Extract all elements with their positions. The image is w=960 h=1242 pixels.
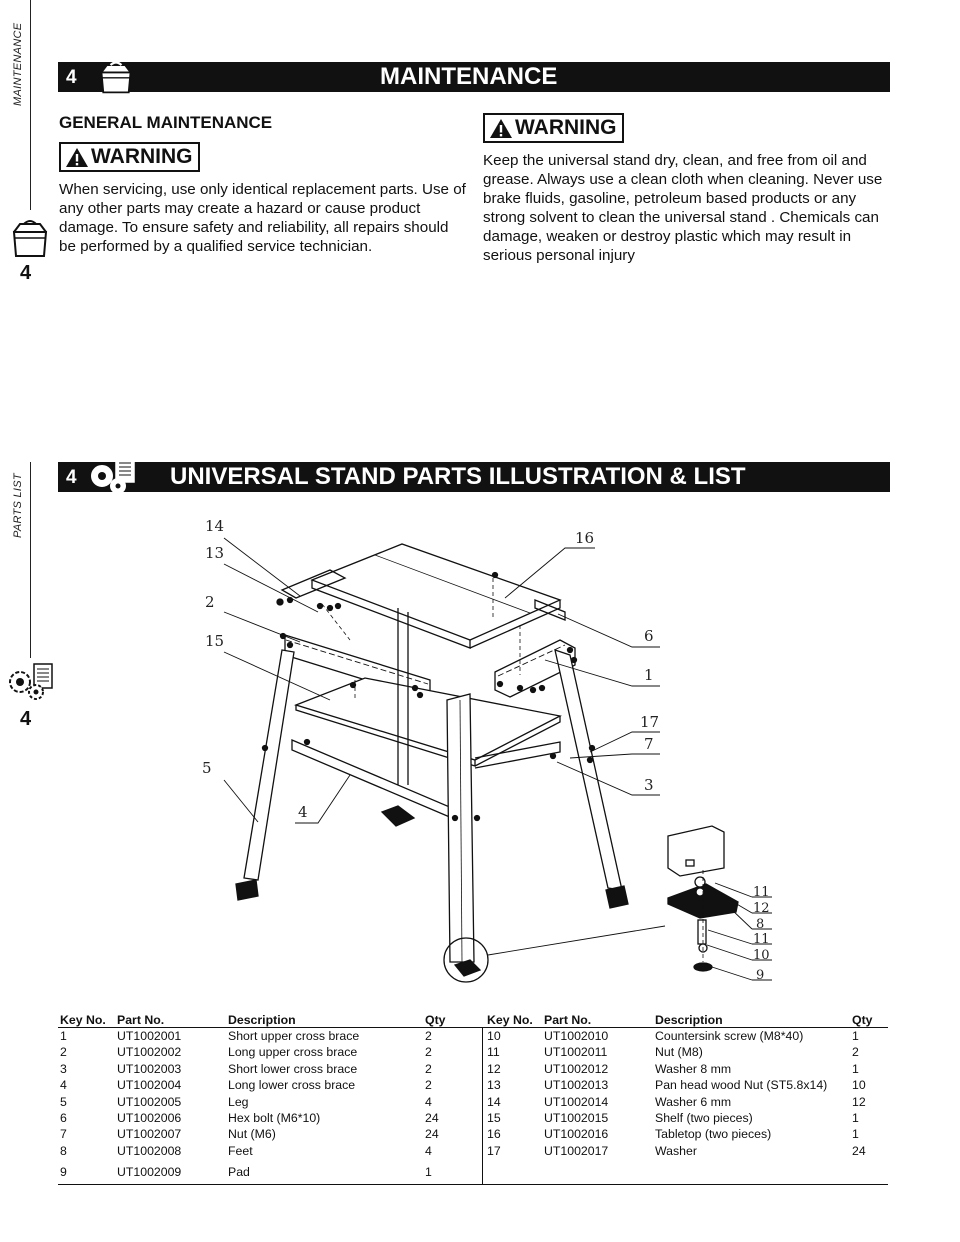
cell-qty: 2 bbox=[425, 1045, 432, 1060]
callout-8: 8 bbox=[756, 917, 765, 932]
callout-7: 7 bbox=[644, 735, 654, 753]
header-description: Description bbox=[655, 1013, 723, 1027]
cell-key: 15 bbox=[487, 1110, 501, 1125]
cell-key: 6 bbox=[60, 1110, 67, 1125]
cell-key: 17 bbox=[487, 1143, 501, 1158]
callout-10: 10 bbox=[753, 948, 770, 963]
cell-desc: Nut (M8) bbox=[655, 1045, 703, 1060]
callout-14: 14 bbox=[205, 517, 225, 535]
cell-qty: 1 bbox=[852, 1029, 859, 1043]
warning-text-right: Keep the universal stand dry, clean, and free from oil and grease. Always use a clean cloth when cleaning. Never use brake fluids, gasoline, petroleum based products or any strong solvent to clean the universal stand . Chemicals can damage, weaken or destroy plastic which may result in serious personal injury bbox=[483, 152, 883, 264]
parts-table-left bbox=[58, 1012, 478, 1182]
cell-qty: 1 bbox=[852, 1110, 859, 1125]
cell-key: 16 bbox=[487, 1127, 501, 1142]
table-row bbox=[58, 1045, 478, 1061]
cell-qty: 1 bbox=[852, 1061, 859, 1076]
cell-qty: 24 bbox=[425, 1110, 439, 1125]
header-description: Description bbox=[228, 1013, 296, 1027]
cell-part: UT1002003 bbox=[117, 1061, 182, 1076]
cell-qty: 2 bbox=[425, 1078, 432, 1093]
cell-part: UT1002015 bbox=[544, 1110, 609, 1125]
cell-desc: Washer 8 mm bbox=[655, 1061, 732, 1076]
cell-qty: 12 bbox=[852, 1094, 866, 1109]
cell-desc: Pan head wood Nut (ST5.8x14) bbox=[655, 1078, 828, 1093]
section-title: UNIVERSAL STAND PARTS ILLUSTRATION & LIST bbox=[170, 463, 746, 490]
general-maintenance-heading: GENERAL MAINTENANCE bbox=[59, 113, 273, 132]
callout-15: 15 bbox=[205, 632, 225, 650]
cell-key: 3 bbox=[60, 1061, 67, 1076]
cell-part: UT1002001 bbox=[117, 1029, 182, 1043]
table-row bbox=[485, 1111, 885, 1127]
cell-part: UT1002016 bbox=[544, 1127, 609, 1142]
section-title: MAINTENANCE bbox=[380, 63, 558, 90]
cell-desc: Nut (M6) bbox=[228, 1127, 276, 1142]
cell-desc: Leg bbox=[228, 1094, 249, 1109]
cell-key: 11 bbox=[487, 1045, 500, 1060]
cell-qty: 4 bbox=[425, 1143, 432, 1158]
callout-17: 17 bbox=[640, 713, 660, 731]
header-key-no: Key No. bbox=[60, 1013, 106, 1027]
side-number-parts: 4 bbox=[20, 708, 32, 730]
cell-key: 4 bbox=[60, 1078, 67, 1093]
cell-qty: 2 bbox=[425, 1029, 432, 1043]
cell-desc: Countersink screw (M8*40) bbox=[655, 1029, 804, 1043]
cell-key: 1 bbox=[60, 1029, 67, 1043]
cell-desc: Washer 6 mm bbox=[655, 1094, 732, 1109]
table-row bbox=[485, 1127, 885, 1143]
cell-qty: 4 bbox=[425, 1094, 432, 1109]
section-number: 4 bbox=[66, 467, 77, 488]
table-row bbox=[58, 1144, 478, 1160]
callout-11a: 11 bbox=[753, 885, 770, 900]
callout-5: 5 bbox=[202, 759, 212, 777]
table-row bbox=[58, 1062, 478, 1078]
cell-part: UT1002006 bbox=[117, 1110, 182, 1125]
warning-text-left: When servicing, use only identical replacement parts. Use of any other parts may create a hazard or cause product damage. To ensure safety and reliability, all repairs should be performed by a qualified service technician. bbox=[59, 181, 466, 255]
header-key-no: Key No. bbox=[487, 1013, 533, 1027]
table-row bbox=[485, 1095, 885, 1111]
cell-part: UT1002004 bbox=[117, 1078, 182, 1093]
table-row bbox=[58, 1078, 478, 1094]
cell-key: 5 bbox=[60, 1094, 67, 1109]
table-row bbox=[58, 1029, 478, 1045]
cell-desc: Hex bolt (M6*10) bbox=[228, 1110, 321, 1125]
table-row bbox=[58, 1111, 478, 1127]
header-part-no: Part No. bbox=[117, 1013, 165, 1027]
cell-qty: 2 bbox=[425, 1061, 432, 1076]
cell-desc: Feet bbox=[228, 1143, 253, 1158]
cell-qty: 2 bbox=[852, 1045, 859, 1060]
cell-part: UT1002014 bbox=[544, 1094, 609, 1109]
cell-key: 13 bbox=[487, 1078, 501, 1093]
warning-label-right: WARNING bbox=[483, 113, 624, 143]
cell-qty: 24 bbox=[425, 1127, 439, 1142]
callout-3: 3 bbox=[644, 776, 654, 794]
cell-qty: 24 bbox=[852, 1143, 866, 1158]
cell-key: 10 bbox=[487, 1029, 501, 1043]
cell-key: 12 bbox=[487, 1061, 501, 1076]
cell-key: 8 bbox=[60, 1143, 67, 1158]
header-part-no: Part No. bbox=[544, 1013, 592, 1027]
cell-part: UT1002007 bbox=[117, 1127, 182, 1142]
table-row bbox=[485, 1078, 885, 1094]
cell-qty: 10 bbox=[852, 1078, 866, 1093]
table-row bbox=[58, 1160, 478, 1182]
callout-4: 4 bbox=[298, 803, 308, 821]
cell-desc: Short lower cross brace bbox=[228, 1061, 358, 1076]
cell-key: 2 bbox=[60, 1045, 67, 1060]
cell-key: 14 bbox=[487, 1094, 501, 1109]
cell-qty: 1 bbox=[425, 1165, 432, 1180]
cell-part: UT1002005 bbox=[117, 1094, 182, 1109]
cell-part: UT1002009 bbox=[117, 1165, 182, 1180]
cell-desc: Washer bbox=[655, 1143, 697, 1158]
callout-16: 16 bbox=[575, 529, 595, 547]
side-label-maintenance: MAINTENANCE bbox=[12, 22, 24, 106]
cell-part: UT1002008 bbox=[117, 1143, 182, 1158]
callout-1: 1 bbox=[644, 666, 654, 684]
callout-6: 6 bbox=[644, 627, 654, 645]
table-row bbox=[485, 1045, 885, 1061]
warning-label-left: WARNING bbox=[59, 142, 200, 172]
cell-desc: Long upper cross brace bbox=[228, 1045, 358, 1060]
cell-desc: Long lower cross brace bbox=[228, 1078, 356, 1093]
table-divider bbox=[482, 1027, 483, 1185]
section-number: 4 bbox=[66, 67, 77, 88]
callout-9: 9 bbox=[756, 968, 765, 983]
cell-desc: Tabletop (two pieces) bbox=[655, 1127, 772, 1142]
table-row bbox=[58, 1095, 478, 1111]
callout-11b: 11 bbox=[753, 932, 770, 947]
table-bottom-rule bbox=[58, 1184, 888, 1185]
cell-key: 7 bbox=[60, 1127, 67, 1142]
cell-part: UT1002013 bbox=[544, 1078, 609, 1093]
side-number-maintenance: 4 bbox=[20, 262, 32, 284]
callout-13: 13 bbox=[205, 544, 225, 562]
parts-table-right bbox=[485, 1012, 885, 1160]
cell-part: UT1002010 bbox=[544, 1029, 609, 1043]
cell-desc: Shelf (two pieces) bbox=[655, 1110, 753, 1125]
table-row bbox=[485, 1062, 885, 1078]
cell-qty: 1 bbox=[852, 1127, 859, 1142]
callout-2: 2 bbox=[205, 593, 215, 611]
cell-key: 9 bbox=[60, 1165, 67, 1180]
side-label-parts-list: PARTS LIST bbox=[12, 473, 24, 538]
cell-part: UT1002012 bbox=[544, 1061, 609, 1076]
cell-part: UT1002017 bbox=[544, 1143, 609, 1158]
cell-part: UT1002011 bbox=[544, 1045, 608, 1060]
cell-part: UT1002002 bbox=[117, 1045, 182, 1060]
callout-12: 12 bbox=[753, 901, 770, 916]
header-qty: Qty bbox=[852, 1013, 873, 1027]
header-qty: Qty bbox=[425, 1013, 446, 1027]
cell-desc: Short upper cross brace bbox=[228, 1029, 360, 1043]
cell-desc: Pad bbox=[228, 1165, 250, 1180]
table-row bbox=[485, 1029, 885, 1045]
table-row bbox=[58, 1127, 478, 1143]
table-row bbox=[485, 1144, 885, 1160]
